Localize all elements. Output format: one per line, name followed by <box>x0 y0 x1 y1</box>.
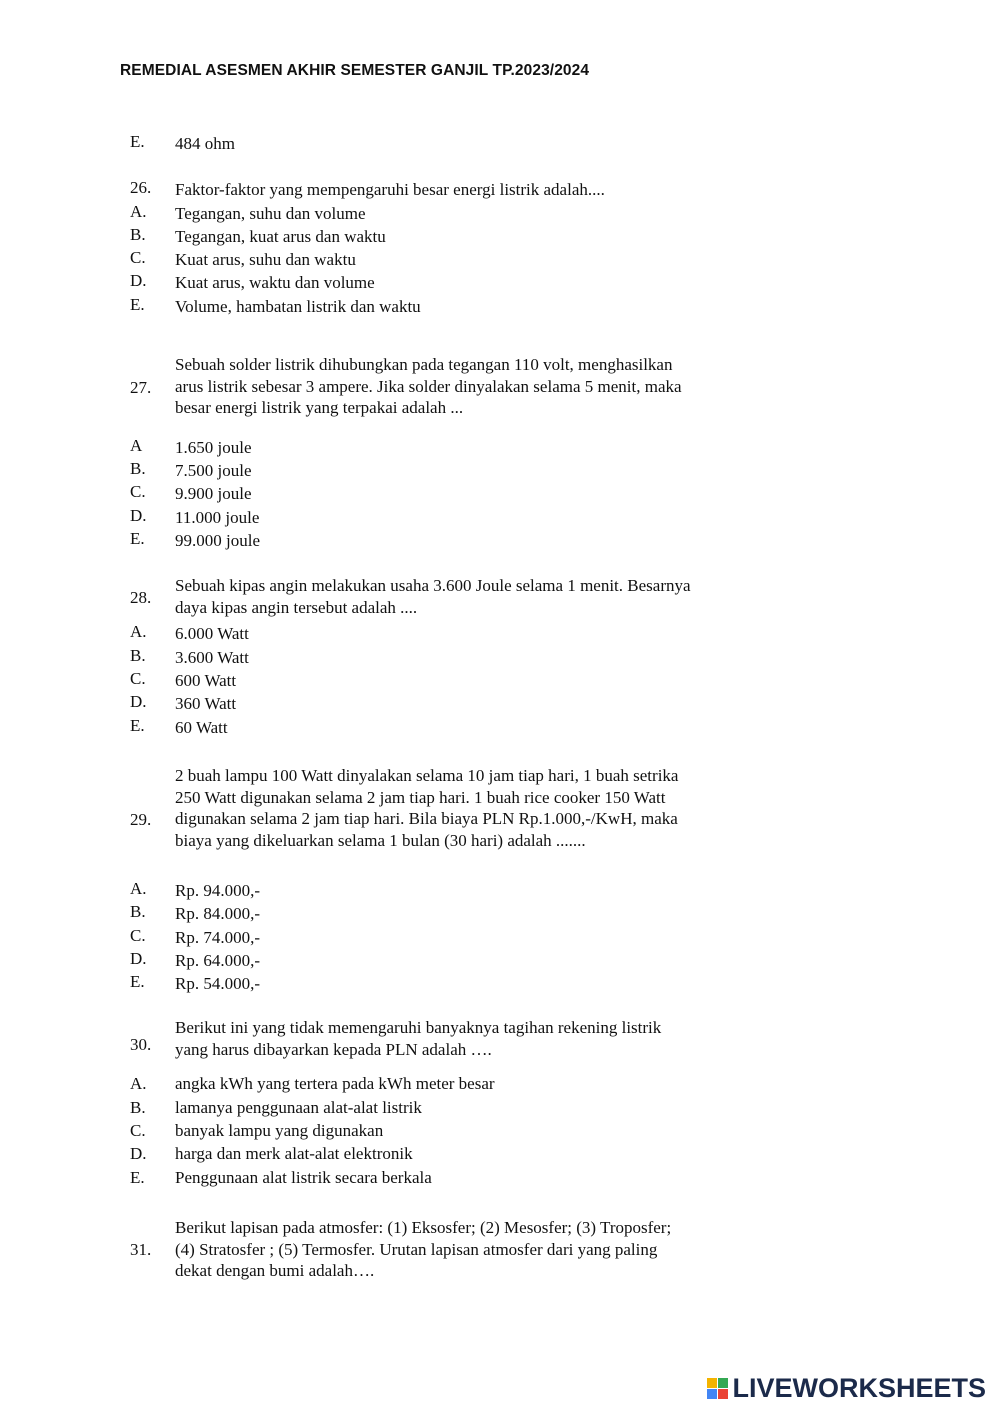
question-number: 28. <box>130 588 152 607</box>
option-text: 360 Watt <box>175 694 237 713</box>
option-label: D. <box>130 506 147 525</box>
option-text: 11.000 joule <box>175 508 260 527</box>
question-text: Sebuah solder listrik dihubungkan pada tegangan 110 volt, menghasilkan arus listrik sebesar 3 ampere. Jika solder dinyalakan selama 5 menit, maka besar energi listrik yang terpakai adalah ... <box>175 355 682 417</box>
option-text: Rp. 74.000,- <box>175 928 260 947</box>
option-label: C. <box>130 926 146 945</box>
option-text: Volume, hambatan listrik dan waktu <box>175 297 421 316</box>
option-text: 6.000 Watt <box>175 624 249 643</box>
option-label: A <box>130 436 143 455</box>
option-label: E. <box>130 295 145 314</box>
option-label: C. <box>130 669 146 688</box>
question-text: 2 buah lampu 100 Watt dinyalakan selama 10 jam tiap hari, 1 buah setrika 250 Watt digunakan selama 2 jam tiap hari. 1 buah rice cooker 150 Watt digunakan selama 2 jam tiap hari. Bila biaya PLN Rp.1.000,-/KwH, maka biaya yang dikeluarkan selama 1 bulan (30 hari) adalah ....... <box>175 766 679 850</box>
option-label: A. <box>130 622 147 641</box>
option-label: E. <box>130 529 145 548</box>
question-number: 30. <box>130 1035 152 1054</box>
logo-text: LIVEWORKSHEETS <box>732 1373 986 1403</box>
page-title: REMEDIAL ASESMEN AKHIR SEMESTER GANJIL TP.2023/2024 <box>120 62 590 79</box>
option-label: C. <box>130 248 146 267</box>
option-text: 1.650 joule <box>175 438 252 457</box>
option-text: 7.500 joule <box>175 461 252 480</box>
option-text: Penggunaan alat listrik secara berkala <box>175 1168 432 1187</box>
option-text: harga dan merk alat-alat elektronik <box>175 1144 413 1163</box>
option-text: lamanya penggunaan alat-alat listrik <box>175 1098 422 1117</box>
question-text: Berikut lapisan pada atmosfer: (1) Eksosfer; (2) Mesosfer; (3) Troposfer; (4) Stratosfer ; (5) Termosfer. Urutan lapisan atmosfer dari yang paling dekat dengan bumi adalah…. <box>175 1218 672 1280</box>
option-label: D. <box>130 949 147 968</box>
option-label: E. <box>130 972 145 991</box>
option-label: B. <box>130 225 146 244</box>
option-text: Kuat arus, suhu dan waktu <box>175 250 356 269</box>
logo-tile-1 <box>707 1378 717 1388</box>
option-label: C. <box>130 482 146 501</box>
logo-tile-4 <box>718 1389 728 1399</box>
question-text: Berikut ini yang tidak memengaruhi banyaknya tagihan rekening listrik yang harus dibayarkan kepada PLN adalah …. <box>175 1018 662 1059</box>
option-label: B. <box>130 902 146 921</box>
liveworksheets-logo-icon <box>707 1378 728 1399</box>
option-text: 600 Watt <box>175 671 237 690</box>
question-number: 31. <box>130 1240 152 1259</box>
option-text: 99.000 joule <box>175 531 260 550</box>
option-label: D. <box>130 1144 147 1163</box>
option-label: E. <box>130 716 145 735</box>
option-text: 484 ohm <box>175 134 235 153</box>
option-label: D. <box>130 692 147 711</box>
question-number: 26. <box>130 178 152 197</box>
option-text: banyak lampu yang digunakan <box>175 1121 384 1140</box>
question-number: 27. <box>130 378 152 397</box>
option-text: 9.900 joule <box>175 484 252 503</box>
option-label: A. <box>130 879 147 898</box>
option-text: 60 Watt <box>175 718 228 737</box>
option-label: B. <box>130 459 146 478</box>
logo-tile-2 <box>718 1378 728 1388</box>
option-text: Rp. 84.000,- <box>175 904 260 923</box>
option-text: angka kWh yang tertera pada kWh meter besar <box>175 1074 495 1093</box>
option-text: Kuat arus, waktu dan volume <box>175 273 375 292</box>
option-label: B. <box>130 646 146 665</box>
option-text: Rp. 54.000,- <box>175 974 260 993</box>
option-text: Tegangan, kuat arus dan waktu <box>175 227 386 246</box>
question-text: Faktor-faktor yang mempengaruhi besar energi listrik adalah.... <box>175 180 605 199</box>
option-text: Tegangan, suhu dan volume <box>175 204 366 223</box>
question-number: 29. <box>130 810 152 829</box>
option-text: 3.600 Watt <box>175 648 249 667</box>
option-label: A. <box>130 202 147 221</box>
option-text: Rp. 94.000,- <box>175 881 260 900</box>
option-label: A. <box>130 1074 147 1093</box>
question-text: Sebuah kipas angin melakukan usaha 3.600 Joule selama 1 menit. Besarnya daya kipas angin tersebut adalah .... <box>175 576 691 617</box>
option-label: E. <box>130 132 145 151</box>
logo-tile-3 <box>707 1389 717 1399</box>
option-label: E. <box>130 1168 145 1187</box>
option-label: D. <box>130 271 147 290</box>
liveworksheets-logo[interactable] <box>707 1373 986 1404</box>
option-label: B. <box>130 1098 146 1117</box>
option-label: C. <box>130 1121 146 1140</box>
option-text: Rp. 64.000,- <box>175 951 260 970</box>
